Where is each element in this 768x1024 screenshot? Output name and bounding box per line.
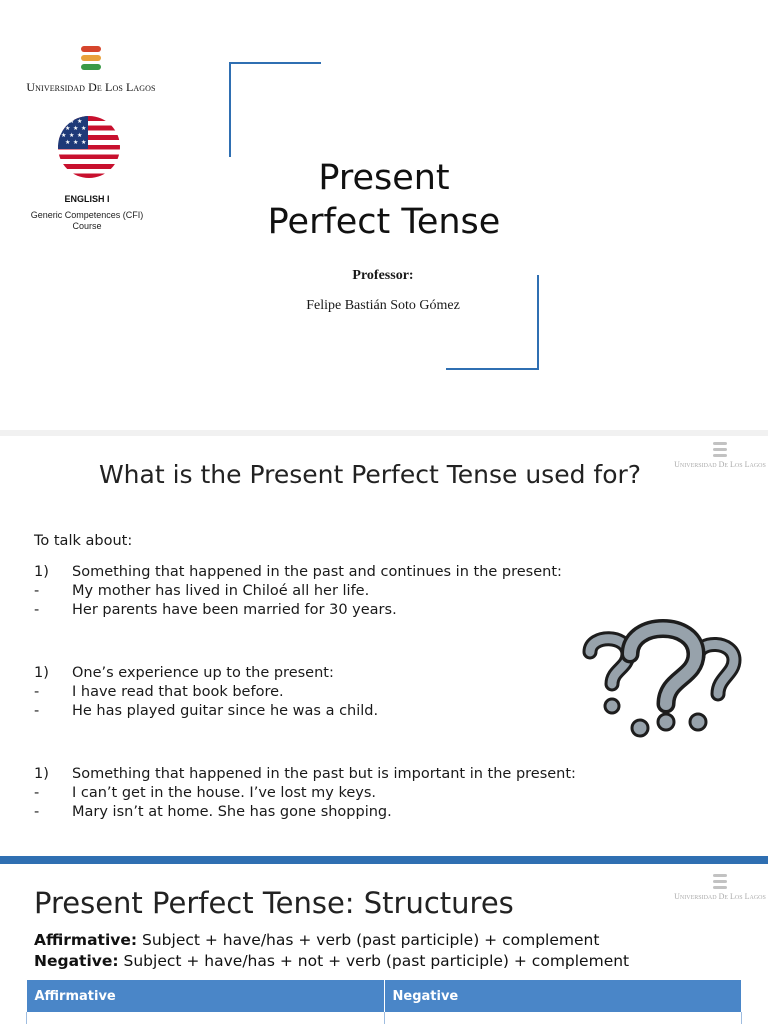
bullet-dash: -	[34, 785, 40, 801]
affirmative-formula: Subject + have/has + verb (past participle) + complement	[137, 931, 600, 949]
question-marks-icon	[578, 612, 746, 746]
title-line-2: Perfect Tense	[267, 202, 501, 242]
usage-group	[34, 664, 614, 721]
table-cell	[384, 1012, 742, 1024]
structures-slide	[0, 856, 768, 1024]
usage-list	[34, 532, 614, 822]
example-item: - Mary isn’t at home. She has gone shopping.	[34, 804, 392, 820]
university-waves-icon	[79, 46, 103, 74]
negative-label: Negative:	[34, 952, 119, 970]
university-logo	[20, 46, 162, 95]
usage-slide	[0, 436, 768, 856]
bullet-dash: -	[34, 602, 40, 618]
slide-title: Present Perfect Tense: Structures	[34, 886, 514, 920]
course-title: ENGLISH I	[64, 194, 110, 204]
usage-heading: 1) Something that happened in the past and continues in the present:	[34, 564, 562, 580]
affirmative-label: Affirmative:	[34, 931, 138, 949]
university-logo-small	[674, 874, 766, 901]
course-subtitle-line2: Course	[72, 221, 102, 231]
university-name: Universidad De Los Lagos	[674, 892, 766, 901]
slide-title: What is the Present Perfect Tense used for?	[98, 460, 642, 489]
bullet-dash: -	[34, 703, 40, 719]
bullet-dash: -	[34, 583, 40, 599]
frame-corner-top-left	[229, 62, 321, 157]
column-header-affirmative: Affirmative	[27, 980, 385, 1012]
course-subtitle	[20, 210, 154, 232]
example-item: - I have read that book before.	[34, 684, 284, 700]
structure-formulas	[34, 930, 629, 972]
title-slide	[0, 0, 768, 430]
intro-text: To talk about:	[34, 533, 133, 549]
example-item: - I can’t get in the house. I’ve lost my keys.	[34, 785, 377, 801]
page-title	[234, 156, 534, 244]
bullet-dash: -	[34, 804, 40, 820]
example-item: - My mother has lived in Chiloé all her life.	[34, 583, 370, 599]
list-number: 1)	[34, 766, 49, 782]
title-line-1: Present	[318, 158, 450, 198]
structures-table	[26, 980, 742, 1024]
example-item: - He has played guitar since he was a child.	[34, 703, 379, 719]
usage-group	[34, 765, 614, 822]
course-subtitle-line1: Generic Competences (CFI)	[30, 210, 144, 220]
negative-formula: Subject + have/has + not + verb (past participle) + complement	[118, 952, 630, 970]
example-item: - Her parents have been married for 30 years.	[34, 602, 397, 618]
slide-top-bar	[0, 856, 768, 864]
affirmative-formula-line	[34, 930, 629, 951]
bullet-dash: -	[34, 684, 40, 700]
list-number: 1)	[34, 665, 49, 681]
university-name: Universidad De Los Lagos	[26, 80, 156, 94]
university-name: Universidad De Los Lagos	[674, 460, 766, 469]
university-waves-icon	[712, 442, 728, 458]
table-header-row	[27, 980, 742, 1012]
professor-label: Professor:	[352, 268, 414, 283]
usage-heading: 1) One’s experience up to the present:	[34, 665, 334, 681]
professor-name: Felipe Bastián Soto Gómez	[306, 298, 460, 313]
frame-corner-bottom-right	[446, 275, 539, 370]
usage-group	[34, 563, 614, 620]
usage-heading: 1) Something that happened in the past but is important in the present:	[34, 766, 576, 782]
list-number: 1)	[34, 564, 49, 580]
table-row	[27, 1012, 742, 1024]
us-flag-icon: ★ ★ ★ ★ ★ ★ ★ ★ ★ ★ ★ ★	[58, 116, 120, 178]
university-waves-icon	[712, 874, 728, 890]
negative-formula-line	[34, 951, 629, 972]
column-header-negative: Negative	[384, 980, 742, 1012]
table-cell	[27, 1012, 385, 1024]
course-info	[20, 194, 154, 232]
